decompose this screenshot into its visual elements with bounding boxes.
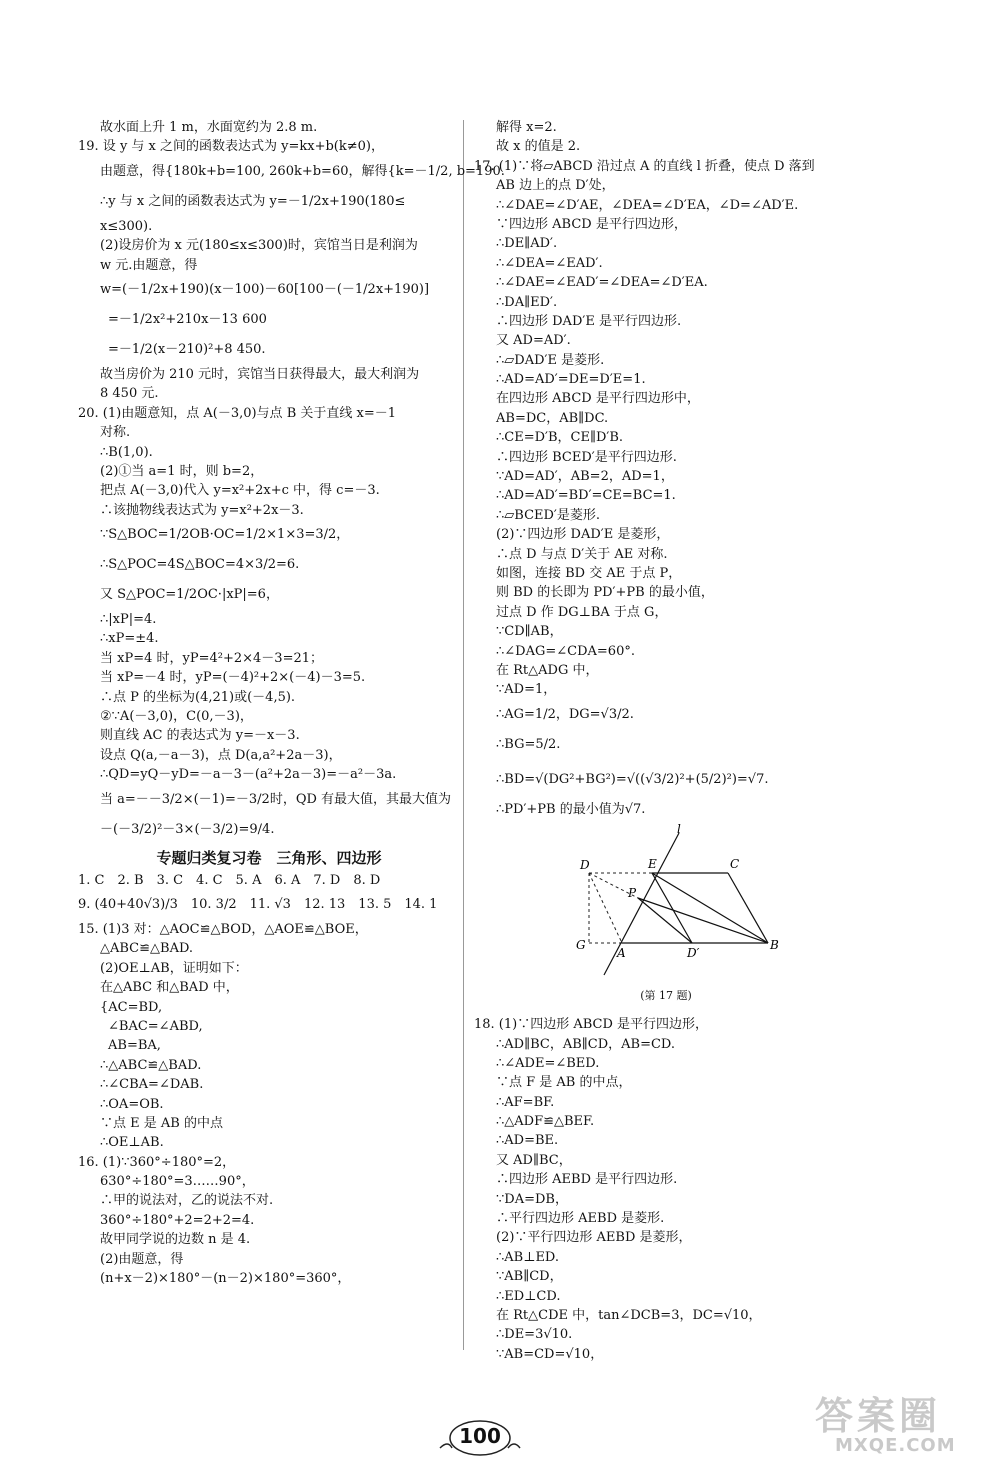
text-line: 把点 A(－3,0)代入 y=x²+2x+c 中，得 c=－3. [100, 483, 380, 499]
text-line: ∴AF=BF. [496, 1094, 555, 1110]
eb-line [652, 873, 768, 943]
text-line: ∴OA=OB. [100, 1096, 164, 1112]
text-line: ∴QD=yQ－yD=－a－3－(a²+2a－3)=－a²－3a. [100, 767, 397, 783]
text-line: {AC=BD, [100, 999, 163, 1015]
text-line: w 元.由题意，得 [100, 257, 198, 273]
problem-16-line: 16. (1)∵360°÷180°=2， [78, 1154, 236, 1170]
text-line: ∴∠DAG=∠CDA=60°. [496, 643, 635, 659]
text-line: ∴AD=AD′=DE=D′E=1. [496, 372, 646, 388]
label-a: A [617, 946, 626, 961]
page-number: 100 [459, 1424, 501, 1448]
text-line: ∴AD∥BC，AB∥CD，AB=CD. [496, 1036, 676, 1052]
geometry-diagram [554, 822, 784, 995]
text-line: ∴AD=AD′=BD′=CE=BC=1. [496, 488, 676, 504]
text-line: ∵AD=1， [496, 682, 557, 698]
text-line: 在 Rt△ADG 中， [496, 662, 599, 678]
text-line: ∴四边形 DAD′E 是平行四边形. [496, 313, 682, 329]
text-line: ∴∠CBA=∠DAB. [100, 1077, 204, 1093]
text-line: (2)∵平行四边形 AEBD 是菱形， [496, 1230, 692, 1246]
text-line: ∴DE=3√10. [496, 1327, 573, 1343]
cb-line [728, 873, 768, 943]
figure-caption: (第 17 题) [640, 989, 692, 1003]
text-line: ∴甲的说法对，乙的说法不对. [100, 1193, 274, 1209]
text-line: ∴点 D 与点 D′关于 AE 对称. [496, 546, 668, 562]
text-line: 当 xP=4 时，yP=4²+2×4－3=21； [100, 650, 324, 666]
text-line: ∴OE⊥AB. [100, 1135, 164, 1151]
problem-17-line: 17. (1)∵将▱ABCD 沿过点 A 的直线 l 折叠，使点 D 落到 [474, 158, 815, 174]
text-line: x≤300). [100, 218, 153, 234]
text-line: (2)由题意，得 [100, 1251, 184, 1267]
text-line: ∴PD′+PB 的最小值为√7. [496, 801, 646, 817]
text-line: ∵四边形 ABCD 是平行四边形， [496, 216, 687, 232]
text-line: w=(－1/2x+190)(x－100)－60[100－(－1/2x+190)] [100, 281, 430, 297]
text-line: ∴∠ADE=∠BED. [496, 1055, 600, 1071]
right-column [474, 118, 858, 1364]
text-line: AB=BA, [108, 1038, 161, 1054]
answer-line: 1. C 2. B 3. C 4. C 5. A 6. A 7. D 8. D [78, 872, 381, 888]
text-line: ∠BAC=∠ABD, [108, 1018, 203, 1034]
text-line: 故水面上升 1 m，水面宽约为 2.8 m. [100, 120, 318, 135]
text-line: 设点 Q(a,－a－3)，点 D(a,a²+2a－3)， [100, 747, 342, 763]
text-line: ∴CE=D′B，CE∥D′B. [496, 430, 624, 446]
watermark-text: 答案圈 [815, 1394, 942, 1438]
pd-prime-line [638, 898, 692, 943]
text-line: △ABC≌△BAD. [100, 941, 194, 957]
left-column [78, 118, 505, 1288]
text-line: ∵DA=DB， [496, 1191, 568, 1207]
problem-18-line: 18. (1)∵四边形 ABCD 是平行四边形， [474, 1017, 709, 1033]
text-line: ∴AG=1/2，DG=√3/2. [496, 706, 634, 722]
watermark-logo [805, 1385, 995, 1465]
text-line: ∴S△POC=4S△BOC=4×3/2=6. [100, 557, 300, 573]
text-line: 当 xP=－4 时，yP=(－4)²+2×(－4)－3=5. [100, 670, 366, 686]
text-line: ∴BD=√(DG²+BG²)=√((√3/2)²+(5/2)²)=√7. [496, 771, 769, 787]
label-g: G [576, 938, 586, 953]
problem-15-line: 15. (1)3 对：△AOC≌△BOD，△AOE≌△BOE， [78, 921, 368, 937]
text-line: ∵点 F 是 AB 的中点， [496, 1075, 632, 1091]
label-b: B [770, 938, 779, 953]
text-line: ∴AB⊥ED. [496, 1249, 560, 1265]
text-line: 由题意，得{180k+b=100, 260k+b=60，解得{k=－1/2, b=190. [100, 163, 505, 179]
text-line: 故甲同学说的边数 n 是 4. [100, 1232, 251, 1248]
label-d-prime: D′ [687, 946, 700, 961]
text-line: AB=DC，AB∥DC. [496, 410, 609, 426]
text-line: ∴B(1,0). [100, 444, 153, 460]
page-number-badge [440, 1418, 560, 1458]
text-line: ∵S△BOC=1/2OB·OC=1/2×1×3=3/2， [100, 527, 350, 543]
text-line: ∴▱BCED′是菱形. [496, 507, 601, 523]
text-line: 在四边形 ABCD 是平行四边形中， [496, 391, 700, 407]
text-line: ∵CD∥AB， [496, 624, 563, 640]
label-c: C [730, 857, 740, 872]
text-line: ∴四边形 BCED′是平行四边形. [496, 449, 677, 465]
text-line: ∴xP=±4. [100, 631, 159, 647]
text-line: ∴∠DEA=∠EAD′. [496, 255, 603, 271]
label-d: D [580, 858, 590, 873]
text-line: ②∵A(－3,0)，C(0,－3)， [100, 709, 253, 725]
text-line: ∴|xP|=4. [100, 612, 157, 628]
da-dashed-line [589, 873, 622, 943]
text-line: ∴△ABC≌△BAD. [100, 1057, 202, 1073]
text-line: ∵AB∥CD， [496, 1269, 563, 1285]
text-line: 又 AD=AD′. [496, 333, 571, 349]
section-title: 专题归类复习卷 三角形、四边形 [156, 848, 382, 867]
text-line: (2)①当 a=1 时，则 b=2， [100, 463, 264, 479]
text-line: ∴ED⊥CD. [496, 1288, 561, 1304]
text-line: ∴DE∥AD′. [496, 236, 558, 252]
text-line: 在△ABC 和△BAD 中， [100, 980, 239, 996]
text-line: ∵AB=CD=√10， [496, 1346, 604, 1362]
text-line: (2)∵四边形 DAD′E 是菱形， [496, 527, 670, 543]
text-line: 又 AD∥BC， [496, 1152, 572, 1168]
text-line: 解得 x=2. [496, 120, 557, 135]
text-line: ∴△ADF≌△BEF. [496, 1114, 595, 1130]
text-line: ∴四边形 AEBD 是平行四边形. [496, 1172, 678, 1188]
text-line: ∴∠DAE=∠D′AE，∠DEA=∠D′EA，∠D=∠AD′E. [496, 197, 799, 213]
fold-line-l [604, 833, 679, 975]
text-line: 又 S△POC=1/2OC·|xP|=6， [100, 587, 279, 603]
text-line: ∴该抛物线表达式为 y=x²+2x－3. [100, 502, 304, 518]
text-line: 则直线 AC 的表达式为 y=－x－3. [100, 728, 300, 744]
problem-19-line: 19. 设 y 与 x 之间的函数表达式为 y=kx+b(k≠0)， [78, 139, 384, 155]
text-line: ∴y 与 x 之间的函数表达式为 y=－1/2x+190(180≤ [100, 193, 406, 209]
text-line: 在 Rt△CDE 中，tan∠DCB=3，DC=√10， [496, 1307, 762, 1323]
ed-prime-line [652, 873, 692, 943]
text-line: 360°÷180°+2=2+2=4. [100, 1212, 255, 1228]
text-line: 8 450 元. [100, 386, 159, 402]
text-line: ∴▱DAD′E 是菱形. [496, 352, 605, 368]
text-line: ∵点 E 是 AB 的中点 [100, 1115, 223, 1131]
text-line: 故当房价为 210 元时，宾馆当日获得最大，最大利润为 [100, 366, 420, 382]
text-line: 过点 D 作 DG⊥BA 于点 G， [496, 604, 668, 620]
text-line: －(－3/2)²－3×(－3/2)=9/4. [100, 821, 275, 837]
text-line: 故 x 的值是 2. [496, 139, 581, 155]
text-line: 对称. [100, 425, 131, 441]
text-line: ∴∠DAE=∠EAD′=∠DEA=∠D′EA. [496, 275, 708, 291]
text-line: =－1/2(x－210)²+8 450. [108, 341, 266, 357]
text-line: 则 BD 的长即为 PD′+PB 的最小值， [496, 585, 714, 601]
text-line: ∴AD=BE. [496, 1133, 559, 1149]
text-line: ∴BG=5/2. [496, 736, 561, 752]
text-line: =－1/2x²+210x－13 600 [108, 311, 267, 327]
figure-17 [474, 822, 858, 1015]
text-line: 当 a=－－3/2×(－1)=－3/2时，QD 有最大值，其最大值为 [100, 791, 452, 807]
text-line: ∴平行四边形 AEBD 是菱形. [496, 1211, 665, 1227]
text-line: (2)设房价为 x 元(180≤x≤300)时，宾馆当日是利润为 [100, 238, 418, 254]
text-line: 如图，连接 BD 交 AE 于点 P， [496, 565, 682, 581]
text-line: ∴点 P 的坐标为(4,21)或(－4,5). [100, 689, 296, 705]
text-line: ∴DA∥ED′. [496, 294, 558, 310]
column-divider [463, 120, 464, 1350]
answer-line: 9. (40+40√3)/3 10. 3/2 11. √3 12. 13 13. 5 14. 1 [78, 896, 438, 912]
text-line: AB 边上的点 D′处， [496, 178, 615, 194]
watermark-url: MXQE.COM [835, 1435, 956, 1456]
text-line: (2)OE⊥AB，证明如下： [100, 960, 248, 976]
label-e: E [648, 857, 657, 872]
pb-line [638, 898, 768, 943]
label-l: l [677, 822, 681, 837]
text-line: 630°÷180°=3……90°， [100, 1174, 255, 1190]
label-p: P [628, 886, 637, 901]
text-line: (n+x－2)×180°－(n－2)×180°=360°， [100, 1271, 351, 1287]
text-line: ∵AD=AD′，AB=2，AD=1， [496, 469, 674, 485]
problem-20-line: 20. (1)由题意知，点 A(－3,0)与点 B 关于直线 x=－1 [78, 405, 397, 421]
